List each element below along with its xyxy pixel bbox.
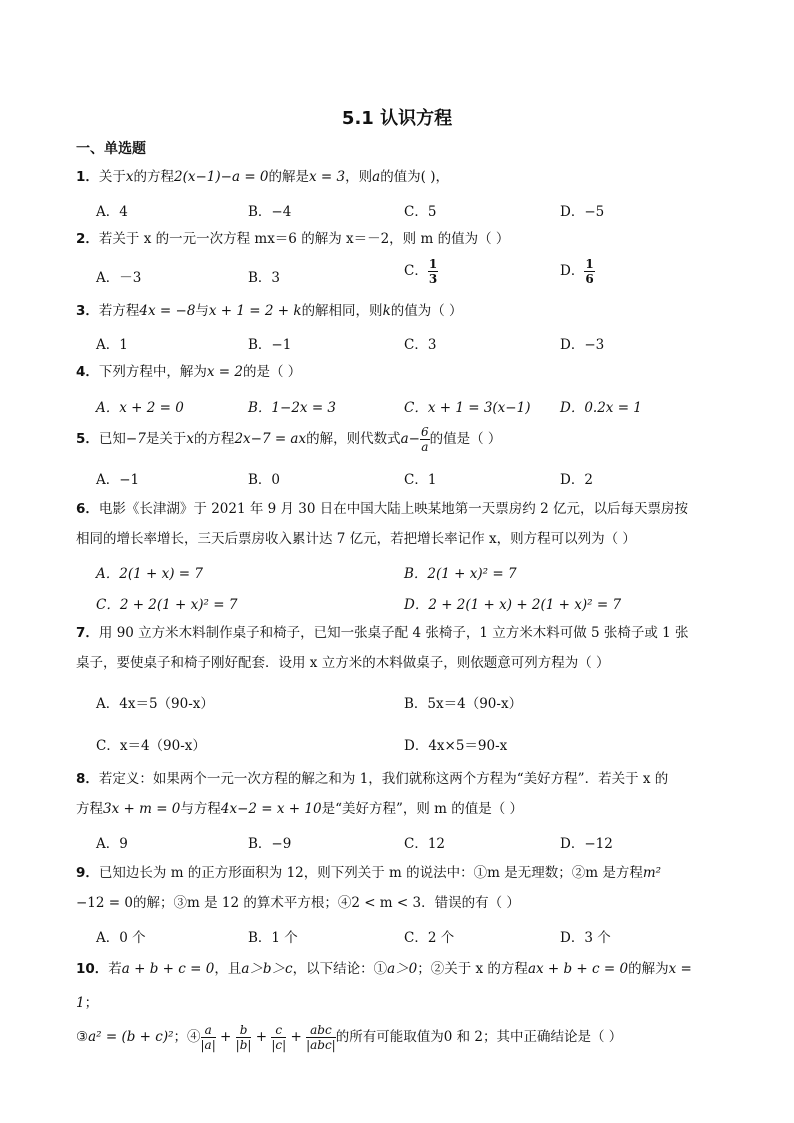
option[interactable]: D．−12 [560, 836, 613, 852]
option[interactable]: B．0 [248, 472, 281, 488]
option[interactable]: A．4x＝5（90-x） [96, 696, 214, 712]
question-2: 2．若关于 x 的一元一次方程 mx＝6 的解为 x＝－2，则 m 的值为（ ） [76, 231, 510, 247]
option[interactable]: D．4x×5＝90-x [404, 738, 508, 754]
option[interactable]: A．2(1 + x) = 7 [96, 566, 203, 582]
option[interactable]: B．1−2x = 3 [248, 400, 337, 416]
option[interactable]: C．1 [404, 472, 437, 488]
question-5: 5．已知−7是关于x的方程2x−7 = ax的解，则代数式a− $\frac{6}{a}$ 的值是（ ） [76, 425, 502, 454]
option[interactable]: A．－3 [96, 270, 142, 286]
option[interactable]: B．−1 [248, 337, 292, 353]
option[interactable]: A．x + 2 = 0 [96, 400, 184, 416]
option[interactable]: B．3 [248, 270, 281, 286]
option[interactable]: C．12 [404, 836, 446, 852]
option[interactable]: B．−4 [248, 204, 292, 220]
fraction: $\frac{a}{|a|}$ [200, 1023, 216, 1052]
option[interactable]: C． $\frac{1}{3}$ [404, 257, 438, 286]
section-heading: 一、单选题 [76, 141, 146, 157]
fraction: $\frac{1}{6}$ [585, 257, 594, 286]
option[interactable]: B．2(1 + x)² = 7 [404, 566, 517, 582]
question-7: 7．用 90 立方米木料制作桌子和椅子，已知一张桌子配 4 张椅子，1 立方米木料可做 5 张椅子或 1 张 桌子，要使桌子和椅子刚好配套．设用 x 立方米的木料做桌子，则依题意可列方程为（ ） [76, 625, 689, 671]
option[interactable]: D． $\frac{1}{6}$ [560, 257, 594, 286]
page-title: 5.1 认识方程 [341, 108, 453, 129]
question-6: 6．电影《长津湖》于 2021 年 9 月 30 日在中国大陆上映某地第一天票房约 2 亿元，以后每天票房按 相同的增长率增长，三天后票房收入累计达 7 亿元，若把增长率记作 x，则方程可以列为（ ） [76, 501, 688, 547]
option[interactable]: D．−3 [560, 337, 605, 353]
question-3: 3．若方程4x = −8与x + 1 = 2 + k的解相同，则k的值为（ ） [76, 303, 463, 319]
question-9: 9．已知边长为 m 的正方形面积为 12，则下列关于 m 的说法中：①m 是无理数；②m 是方程m² −12 = 0的解；③m 是 12 的算术平方根；④2 < m < 3．错误的有（ ） [76, 865, 662, 911]
fraction: $\frac{6}{a}$ [420, 425, 429, 454]
question-10: 10．若a + b + c = 0，且a＞b＞c，以下结论：①a＞0；②关于 x 的方程ax + b + c = 0的解为x = 1； ③a² = (b + c)²；④ $\frac{a}{|a|}$ + $\frac{b}{|b|}$ + $\frac{c}{|c|}$ + $\frac{\text{abc}}{\text{|abc|}}$ 的所有可能取值为0 和 2；其中正确结论是（ ） [76, 961, 692, 1052]
option[interactable]: B．−9 [248, 836, 292, 852]
option[interactable]: C．x＝4（90-x） [96, 738, 206, 754]
fraction: $\frac{\text{abc}}{\text{|abc|}}$ [306, 1023, 336, 1052]
option[interactable]: D．3 个 [560, 930, 611, 946]
question-1: 1．关于x的方程2(x−1)−a = 0的解是x = 3，则a的值为( )， [76, 169, 450, 185]
option[interactable]: D．−5 [560, 204, 605, 220]
fraction: $\frac{b}{|b|}$ [235, 1023, 252, 1052]
option[interactable]: A．0 个 [96, 930, 146, 946]
option[interactable]: C．3 [404, 337, 437, 353]
option[interactable]: C．2 个 [404, 930, 455, 946]
option[interactable]: C．2 + 2(1 + x)² = 7 [96, 597, 238, 613]
option[interactable]: C．5 [404, 204, 437, 220]
option[interactable]: C．x + 1 = 3(x−1) [404, 400, 531, 416]
option[interactable]: A．9 [96, 836, 128, 852]
fraction: $\frac{c}{|c|}$ [271, 1023, 287, 1052]
fraction: $\frac{1}{3}$ [428, 257, 438, 286]
option[interactable]: A．1 [96, 337, 128, 353]
option[interactable]: D．0.2x = 1 [560, 400, 642, 416]
option[interactable]: B．5x＝4（90-x） [404, 696, 523, 712]
option[interactable]: A．−1 [96, 472, 140, 488]
question-8: 8．若定义：如果两个一元一次方程的解之和为 1，我们就称这两个方程为“美好方程”．若关于 x 的 方程3x + m = 0与方程4x−2 = x + 10是“美好方程”，则 m 的值是（ ） [76, 771, 669, 817]
option[interactable]: B．1 个 [248, 930, 298, 946]
option[interactable]: D．2 + 2(1 + x) + 2(1 + x)² = 7 [404, 597, 622, 613]
question-4: 4．下列方程中，解为x = 2的是（ ） [76, 364, 302, 380]
option[interactable]: D．2 [560, 472, 593, 488]
option[interactable]: A．4 [96, 204, 128, 220]
